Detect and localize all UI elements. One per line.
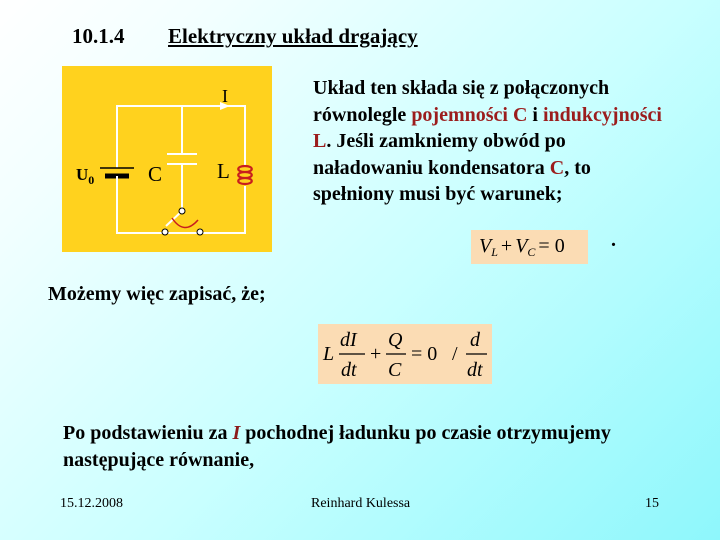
svg-text:/: / (452, 343, 458, 365)
label-current: I (222, 86, 228, 106)
footer-date: 15.12.2008 (60, 496, 123, 511)
svg-text:L: L (323, 343, 335, 365)
section-number: 10.1.4 (72, 24, 125, 48)
formula-kirchhoff-svg (318, 324, 492, 384)
slide-title: Elektryczny układ drgający (168, 24, 418, 48)
desc-text-4: , to spełniony musi być warunek; (313, 156, 591, 205)
substitution-paragraph (63, 420, 623, 474)
circuit-svg (62, 66, 272, 252)
label-voltage: $U_0$ (76, 165, 95, 187)
svg-text:VL+VC= 0: $V_L + V_C = 0$ (479, 235, 565, 259)
statement-line: Możemy więc zapisać, że; (48, 283, 266, 305)
switch-arc (172, 218, 198, 228)
svg-text:C: C (388, 359, 402, 381)
label-inductor: L (217, 159, 230, 183)
label-capacitor: C (148, 162, 163, 186)
desc-text-1: Układ ten składa się z połączonych równolegle (313, 77, 610, 126)
footer-author: Reinhard Kulessa (311, 496, 411, 511)
svg-text:+: + (370, 343, 382, 365)
lc-circuit-diagram (62, 66, 272, 252)
desc-text-3: . Jeśli zamkniemy obwód po naładowaniu kondensatora (313, 130, 566, 179)
svg-text:dI: dI (340, 329, 357, 351)
p3-text-2: pochodnej ładunku po czasie otrzymujemy następujące równanie, (63, 422, 611, 471)
circuit-description (313, 75, 673, 208)
formula-kirchhoff (318, 324, 492, 384)
switch-contact-left (162, 229, 168, 235)
svg-text:= 0: = 0 (411, 343, 438, 365)
formula-period: . (611, 229, 616, 251)
desc-highlight-inductance: indukcyjności L (313, 103, 662, 152)
switch-contact-right (197, 229, 203, 235)
desc-text-2: i (527, 103, 543, 126)
footer-page-number: 15 (645, 496, 659, 511)
svg-text:dt: dt (341, 359, 357, 381)
formula-voltage-sum (471, 230, 588, 264)
switch-contact-top (179, 208, 185, 214)
p3-variable-i: I (232, 422, 241, 444)
inductor-coil (238, 166, 252, 184)
desc-highlight-c: C (549, 156, 565, 179)
svg-text:Q: Q (388, 329, 403, 351)
svg-text:dt: dt (467, 359, 483, 381)
formula-voltage-svg (471, 230, 588, 264)
svg-text:d: d (470, 329, 480, 351)
p3-text-1: Po podstawieniu za (63, 422, 233, 444)
desc-highlight-capacitance: pojemności C (411, 103, 528, 126)
